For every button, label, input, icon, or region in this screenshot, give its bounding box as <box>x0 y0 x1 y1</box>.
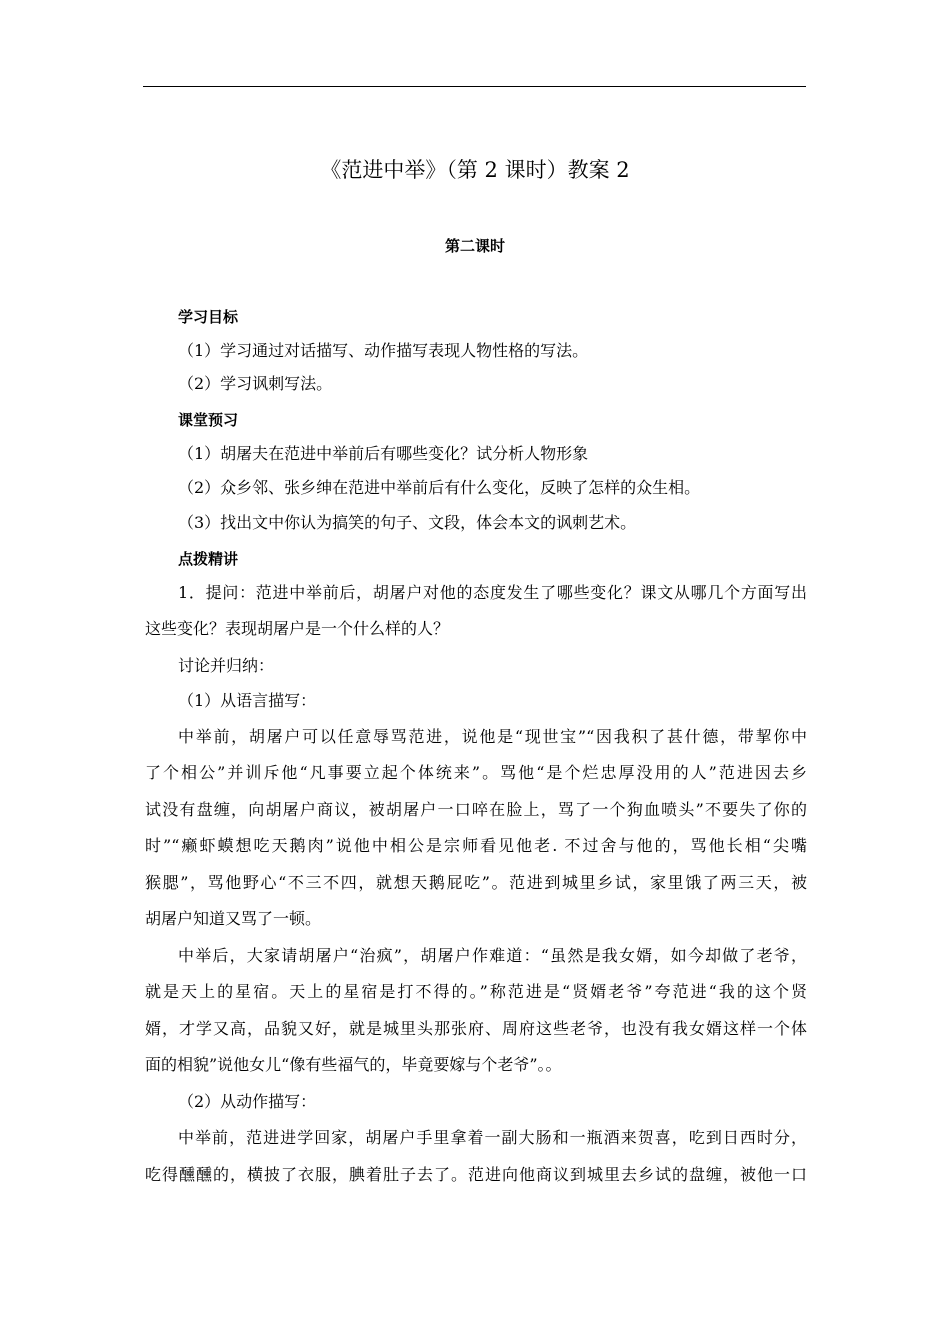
subsection-language: （1）从语言描写： <box>178 691 317 710</box>
paragraph-line: 中举前，范进进学回家，胡屠户手里拿着一副大肠和一瓶酒来贺喜，吃到日西时分， <box>178 1128 807 1147</box>
question-1-line: 1．提问：范进中举前后，胡屠户对他的态度发生了哪些变化？课文从哪几个方面写出 <box>178 583 807 602</box>
paragraph-line: 时”“癞虾蟆想吃天鹅肉”说他中相公是宗师看见他老. 不过舍与他的，骂他长相“尖嘴 <box>145 836 807 855</box>
lesson-subtitle: 第二课时 <box>444 237 505 255</box>
preview-item: （1）胡屠夫在范进中举前后有哪些变化？试分析人物形象 <box>178 444 589 463</box>
lecture-heading: 点拨精讲 <box>178 550 239 568</box>
header-rule <box>143 86 806 87</box>
paragraph-line: 中举后，大家请胡屠户“治疯”，胡屠户作难道：“虽然是我女婿，如今却做了老爷， <box>178 946 807 965</box>
goal-item: （2）学习讽刺写法。 <box>178 374 333 393</box>
preview-item: （3）找出文中你认为搞笑的句子、文段，体会本文的讽刺艺术。 <box>178 513 637 532</box>
subsection-action: （2）从动作描写： <box>178 1092 317 1111</box>
paragraph-line: 猴腮”，骂他野心“不三不四，就想天鹅屁吃”。范进到城里乡试，家里饿了两三天，被 <box>145 873 807 892</box>
preview-heading: 课堂预习 <box>178 411 239 429</box>
discussion-label: 讨论并归纳： <box>178 656 275 675</box>
page-title: 《范进中举》（第 2 课时）教案 2 <box>320 158 630 182</box>
paragraph-line: 就是天上的星宿。天上的星宿是打不得的。”称范进是“贤婿老爷”夸范进“我的这个贤 <box>145 982 807 1001</box>
paragraph-line: 吃得醺醺的，横披了衣服，腆着肚子去了。范进向他商议到城里去乡试的盘缠，被他一口 <box>145 1165 807 1184</box>
paragraph-line: 了个相公”并训斥他“凡事要立起个体统来”。骂他“是个烂忠厚没用的人”范进因去乡 <box>145 763 807 782</box>
paragraph-line: 胡屠户知道又骂了一顿。 <box>145 909 322 928</box>
paragraph-line: 面的相貌”说他女儿“像有些福气的，毕竟要嫁与个老爷”。。 <box>145 1055 562 1074</box>
paragraph-line: 试没有盘缠，向胡屠户商议，被胡屠户一口啐在脸上，骂了一个狗血喷头”不要失了你的 <box>145 800 807 819</box>
paragraph-line: 婿，才学又高，品貌又好，就是城里头那张府、周府这些老爷，也没有我女婿这样一个体 <box>145 1019 807 1038</box>
goal-item: （1）学习通过对话描写、动作描写表现人物性格的写法。 <box>178 341 589 360</box>
question-1-line: 这些变化？表现胡屠户是一个什么样的人？ <box>145 619 450 638</box>
preview-item: （2）众乡邻、张乡绅在范进中举前后有什么变化，反映了怎样的众生相。 <box>178 478 701 497</box>
paragraph-line: 中举前，胡屠户可以任意辱骂范进，说他是“现世宝”“因我积了甚什德，带挈你中 <box>178 727 807 746</box>
goals-heading: 学习目标 <box>178 308 239 326</box>
